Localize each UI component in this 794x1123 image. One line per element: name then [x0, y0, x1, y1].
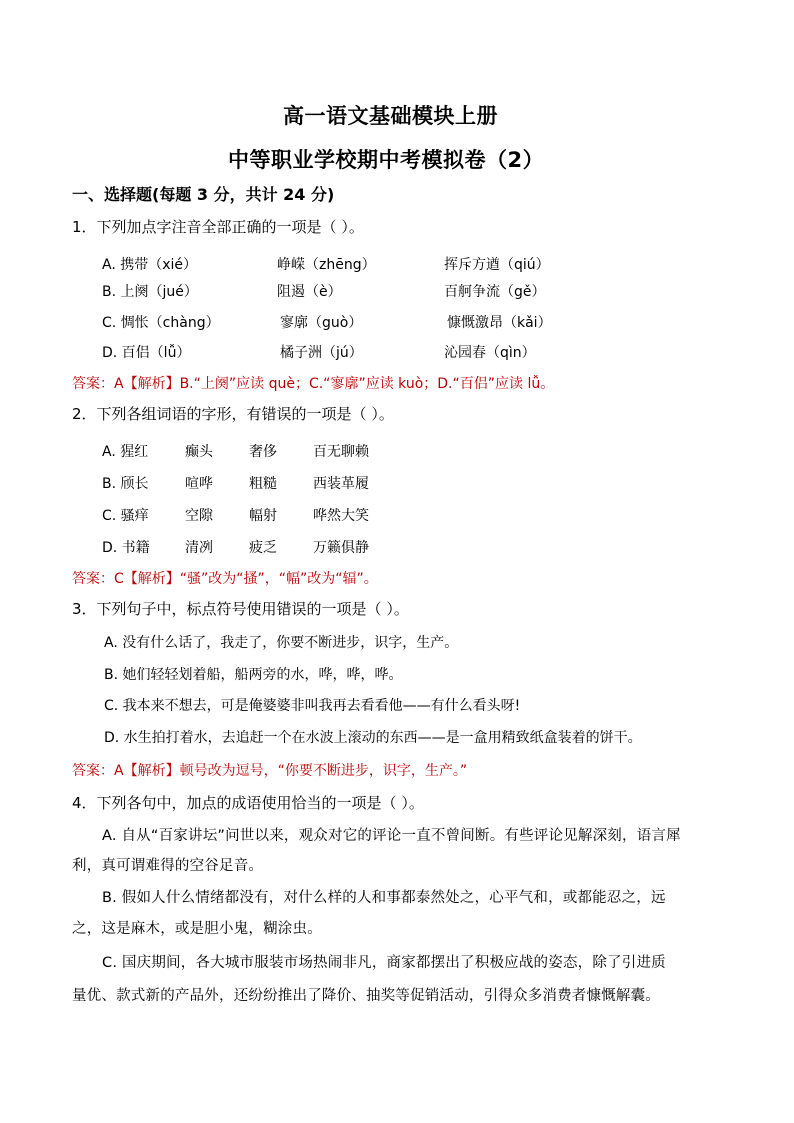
option-c-col1: C. 惆怅（chàng）	[102, 315, 220, 331]
option-d-col3: 沁园春（qìn）	[444, 345, 536, 361]
answer-3: 答案：A【解析】顿号改为逗号，“你要不断进步，识字，生产。”	[72, 763, 468, 779]
option-a-col1: A. 携带（xié）	[102, 257, 198, 273]
word: 空隙	[185, 508, 213, 524]
word: 清冽	[185, 540, 213, 556]
question-1-stem: 1．下列加点字注音全部正确的一项是（ ）。	[72, 218, 364, 236]
word: 粗糙	[249, 476, 277, 492]
word: 哗然大笑	[313, 508, 369, 524]
option-d-col1: D. 百侣（lǚ）	[102, 345, 191, 361]
question-2-stem: 2．下列各组词语的字形，有错误的一项是（ ）。	[72, 405, 394, 423]
option-c-col3: 慷慨激昂（kǎi）	[447, 315, 552, 331]
answer-1: 答案：A【解析】B.“上阕”应读 què；C.“寥廓”应读 kuò；D.“百侣”应读 lǚ。	[72, 376, 555, 392]
page-subtitle: 中等职业学校期中考模拟卷（2）	[228, 148, 545, 172]
word: 喧哗	[185, 476, 213, 492]
option-b-col2: 阻遏（è）	[277, 284, 342, 300]
answer-2: 答案：C【解析】“骚”改为“搔”，“幅”改为“辐”。	[72, 571, 378, 587]
question-3-stem: 3．下列句子中，标点符号使用错误的一项是（ ）。	[72, 600, 409, 618]
word: 百无聊赖	[313, 444, 369, 460]
word: B. 颀长	[102, 476, 149, 492]
word: A. 猩红	[102, 444, 149, 460]
word: 癫头	[185, 444, 213, 460]
option-d-col2: 橘子洲（jú）	[280, 345, 363, 361]
question-3-option-d: D. 水生拍打着水，去追赶一个在水波上滚动的东西——是一盒用精致纸盒装着的饼干。	[104, 730, 642, 746]
question-4-option-b-line1: B. 假如人什么情绪都没有，对什么样的人和事都泰然处之，心平气和，或都能忍之，远	[102, 890, 666, 906]
option-b-col1: B. 上阕（jué）	[102, 284, 198, 300]
word: 奢侈	[249, 444, 277, 460]
question-3-option-a: A. 没有什么话了，我走了，你要不断进步，识字，生产。	[104, 635, 459, 651]
word: 疲乏	[249, 540, 277, 556]
option-a-col3: 挥斥方遒（qiú）	[444, 257, 550, 273]
word: 万籁俱静	[313, 540, 369, 556]
question-4-option-b-line2: 之，这是麻木，或是胆小鬼，糊涂虫。	[72, 921, 322, 937]
question-4-option-c-line1: C. 国庆期间，各大城市服装市场热闹非凡，商家都摆出了积极应战的姿态，除了引进质	[102, 955, 666, 971]
question-3-option-b: B. 她们轻轻划着船，船两旁的水，哗，哗，哗。	[104, 667, 403, 683]
word: 西装革履	[313, 476, 369, 492]
section-heading: 一、选择题(每题 3 分，共计 24 分)	[72, 185, 335, 204]
option-a-col2: 峥嵘（zhēng）	[277, 257, 376, 273]
question-4-option-a-line1: A. 自从“百家讲坛”问世以来，观众对它的评论一直不曾间断。有些评论见解深刻，语言犀	[102, 828, 681, 844]
word: D. 书籍	[102, 540, 150, 556]
word: 幅射	[249, 508, 277, 524]
question-4-stem: 4．下列各句中，加点的成语使用恰当的一项是（ ）。	[72, 794, 424, 812]
page-title: 高一语文基础模块上册	[283, 104, 498, 128]
option-b-col3: 百舸争流（gě）	[444, 284, 546, 300]
question-4-option-a-line2: 利，真可谓难得的空谷足音。	[72, 858, 264, 874]
option-c-col2: 寥廓（guò）	[280, 315, 363, 331]
question-4-option-c-line2: 量优、款式新的产品外，还纷纷推出了降价、抽奖等促销活动，引得众多消费者慷慨解囊。	[72, 988, 660, 1004]
question-3-option-c: C. 我本来不想去，可是俺婆婆非叫我再去看看他——有什么看头呀!	[104, 698, 521, 714]
word: C. 骚痒	[102, 508, 149, 524]
